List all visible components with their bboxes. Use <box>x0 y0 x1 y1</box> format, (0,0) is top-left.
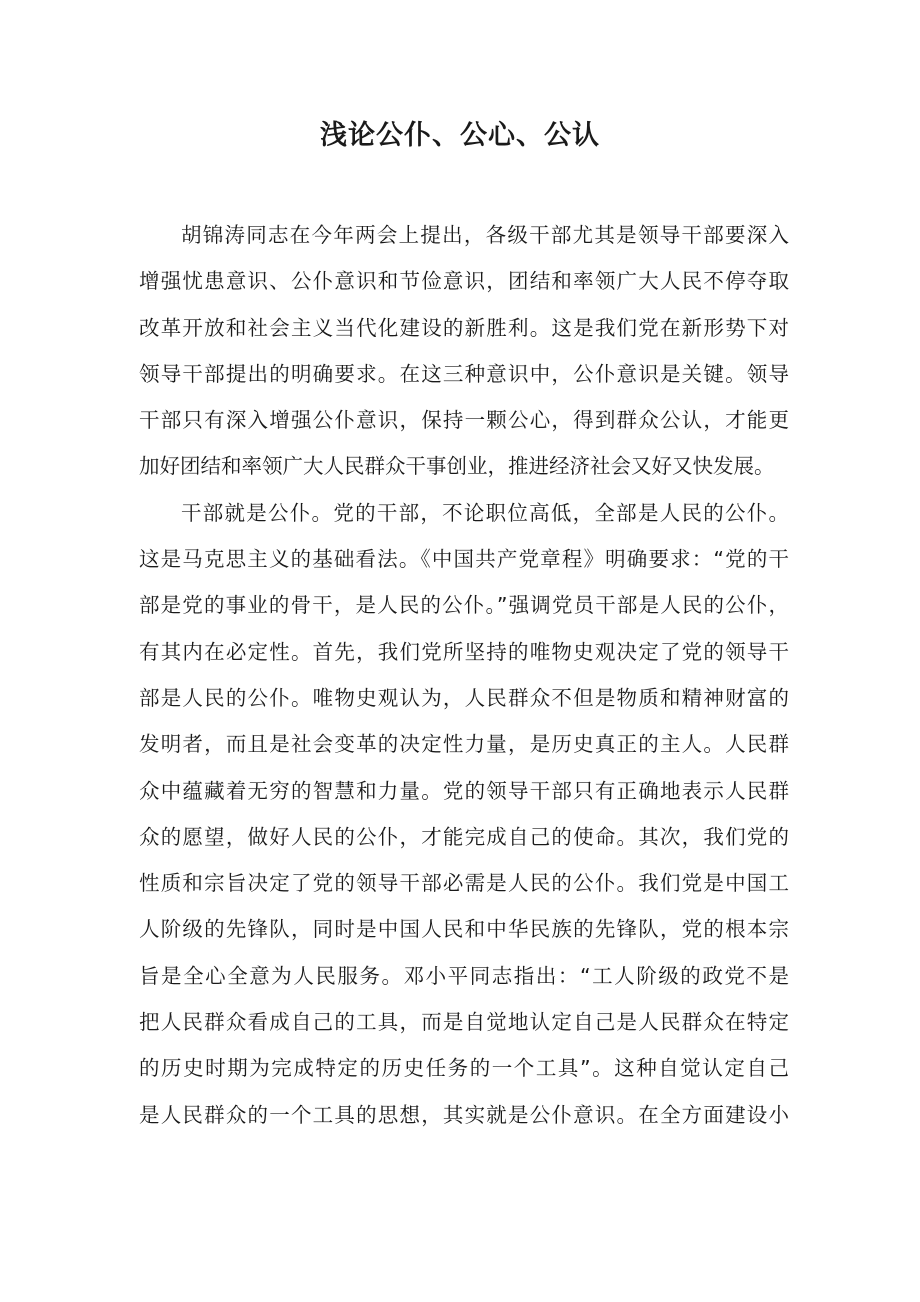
text-line: 部是党的事业的骨干，是人民的公仆。”强调党员干部是人民的公仆， <box>139 593 789 618</box>
text-line: 干部只有深入增强公仆意识，保持一颗公心，得到群众公认，才能更 <box>139 408 789 433</box>
text-line: 加好团结和率领广大人民群众干事创业，推进经济社会又好又快发展。 <box>139 454 775 479</box>
text-line: 发明者，而且是社会变革的决定性力量，是历史真正的主人。人民群 <box>139 732 789 757</box>
text-line: 把人民群众看成自己的工具，而是自觉地认定自己是人民群众在特定 <box>139 1010 789 1035</box>
text-line: 增强忧患意识、公仆意识和节俭意识，团结和率领广大人民不停夺取 <box>139 269 789 294</box>
text-line: 人阶级的先锋队，同时是中国人民和中华民族的先锋队，党的根本宗 <box>139 917 789 942</box>
document-body <box>139 212 789 1138</box>
text-line: 部是人民的公仆。唯物史观认为，人民群众不但是物质和精神财富的 <box>139 685 789 710</box>
document-title: 浅论公仆、公心、公认 <box>320 120 600 151</box>
text-line: 性质和宗旨决定了党的领导干部必需是人民的公仆。我们党是中国工 <box>139 871 789 896</box>
text-line: 众中蕴藏着无穷的智慧和力量。党的领导干部只有正确地表示人民群 <box>139 778 789 803</box>
text-line: 的历史时期为完成特定的历史任务的一个工具”。这种自觉认定自己 <box>139 1056 789 1081</box>
text-line: 这是马克思主义的基础看法。《中国共产党章程》明确要求：“党的干 <box>139 547 789 572</box>
text-line: 旨是全心全意为人民服务。邓小平同志指出：“工人阶级的政党不是 <box>139 963 789 988</box>
text-line: 是人民群众的一个工具的思想，其实就是公仆意识。在全方面建设小 <box>139 1102 789 1127</box>
text-line: 干部就是公仆。党的干部，不论职位高低，全部是人民的公仆。 <box>181 500 789 525</box>
text-line: 有其内在必定性。首先，我们党所坚持的唯物史观决定了党的领导干 <box>139 639 789 664</box>
text-line: 改革开放和社会主义当代化建设的新胜利。这是我们党在新形势下对 <box>139 315 789 340</box>
text-line: 胡锦涛同志在今年两会上提出，各级干部尤其是领导干部要深入 <box>181 223 789 247</box>
text-line: 众的愿望，做好人民的公仆，才能完成自己的使命。其次，我们党的 <box>139 824 789 849</box>
text-line: 领导干部提出的明确要求。在这三种意识中，公仆意识是关键。领导 <box>139 361 789 386</box>
